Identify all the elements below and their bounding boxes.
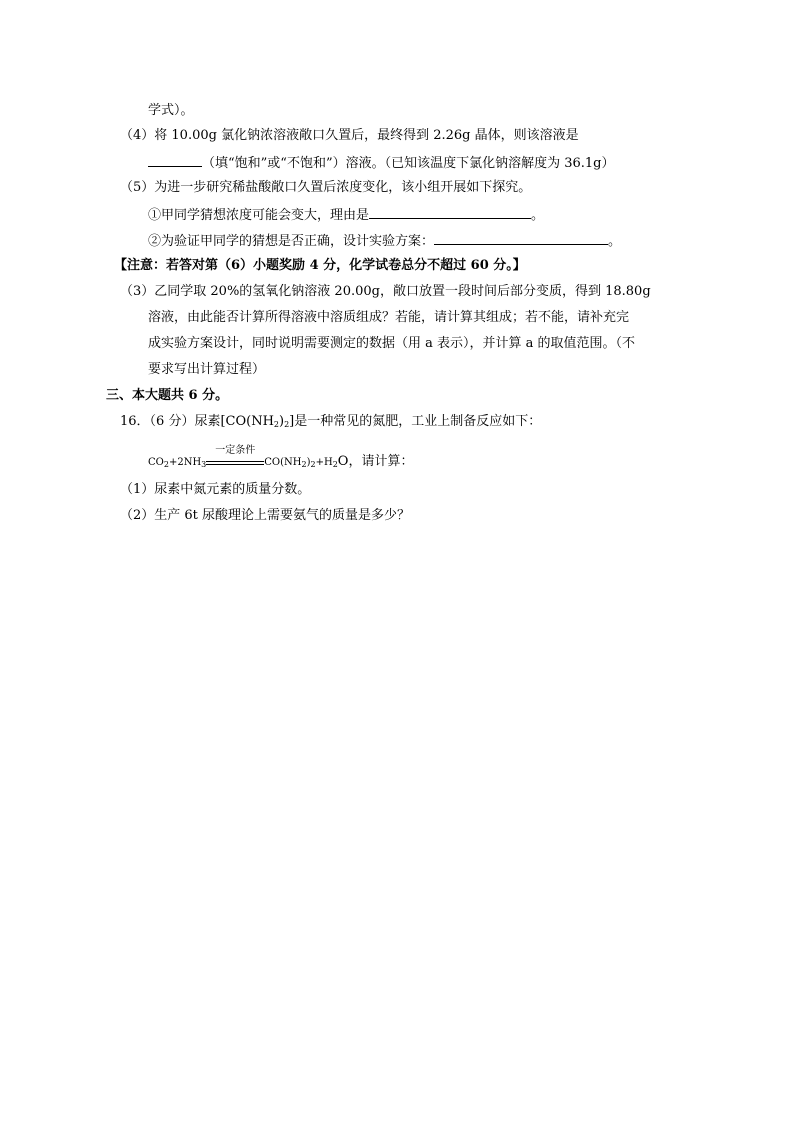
q15-part4-line2 <box>148 154 614 172</box>
section-three-title: 三、本大题共 6 分。 <box>106 388 229 403</box>
q16-intro-text: 16．（6 分）尿素[CO(NH <box>120 414 274 429</box>
reaction-equation <box>148 444 414 471</box>
subscript: 3 <box>201 460 207 469</box>
q15-part6-line4: 要求写出计算过程） <box>148 362 266 377</box>
reactant-nh3: +2NH <box>168 457 202 468</box>
product-water: +H <box>315 457 333 468</box>
answer-blank[interactable] <box>148 154 202 167</box>
bonus-note: 【注意：若答对第（6）小题奖励 4 分，化学试卷总分不超过 60 分。】 <box>114 258 526 273</box>
subscript: 2 <box>284 420 290 429</box>
equals-bar-top <box>206 461 264 462</box>
reaction-arrow <box>206 444 264 468</box>
subscript: 2 <box>332 460 338 469</box>
subscript: 2 <box>301 460 307 469</box>
product-water-tail: O，请计算： <box>337 454 414 469</box>
q15-part4-line1: （4）将 10.00g 氯化钠浓溶液敞口久置后，最终得到 2.26g 晶体，则该溶液是 <box>120 128 579 143</box>
q16-sub1: （1）尿素中氮元素的质量分数。 <box>120 482 311 497</box>
subscript: 2 <box>273 420 279 429</box>
q15-part5-item2-text: ②为验证甲同学的猜想是否正确，设计实验方案： <box>148 234 435 249</box>
q15-part5-item1 <box>148 206 544 224</box>
q15-continuation: 学式）。 <box>148 103 194 118</box>
q16-intro-text: ) <box>279 414 285 429</box>
q15-part6-line3: 成实验方案设计，同时说明需要测定的数据（用 a 表示），并计算 a 的取值范围。（不 <box>148 336 636 351</box>
subscript: 2 <box>310 460 316 469</box>
q15-part5-item1-text: ①甲同学猜想浓度可能会变大，理由是 <box>148 208 370 223</box>
q15-part5-item1-end: 。 <box>531 208 545 223</box>
reaction-condition: 一定条件 <box>215 444 256 456</box>
q15-part4-text: （填“饱和”或“不饱和”）溶液。（已知该温度下氯化钠溶解度为 36.1g） <box>202 156 615 171</box>
product-urea: ) <box>306 457 311 468</box>
q16-intro-text: ]是一种常见的氮肥，工业上制备反应如下： <box>289 414 542 429</box>
q15-part5-intro: （5）为进一步研究稀盐酸敞口久置后浓度变化，该小组开展如下探究。 <box>120 180 532 195</box>
subscript: 2 <box>163 460 169 469</box>
answer-blank[interactable] <box>369 206 531 219</box>
answer-blank[interactable] <box>434 232 608 245</box>
equals-bar-bottom <box>206 464 264 465</box>
q15-part6-line2: 溶液，由此能否计算所得溶液中溶质组成？若能，请计算其组成；若不能，请补充完 <box>148 310 630 325</box>
product-urea: CO(NH <box>264 457 302 468</box>
q16-sub2: （2）生产 6t 尿酸理论上需要氨气的质量是多少？ <box>120 508 411 523</box>
q15-part5-item2 <box>148 232 621 250</box>
q15-part6-line1: （3）乙同学取 20%的氢氧化钠溶液 20.00g，敞口放置一段时间后部分变质，得到 18.80g <box>120 284 651 299</box>
q15-part5-item2-end: 。 <box>608 234 622 249</box>
reactant-co2: CO <box>148 457 164 468</box>
q16-intro <box>120 414 541 433</box>
